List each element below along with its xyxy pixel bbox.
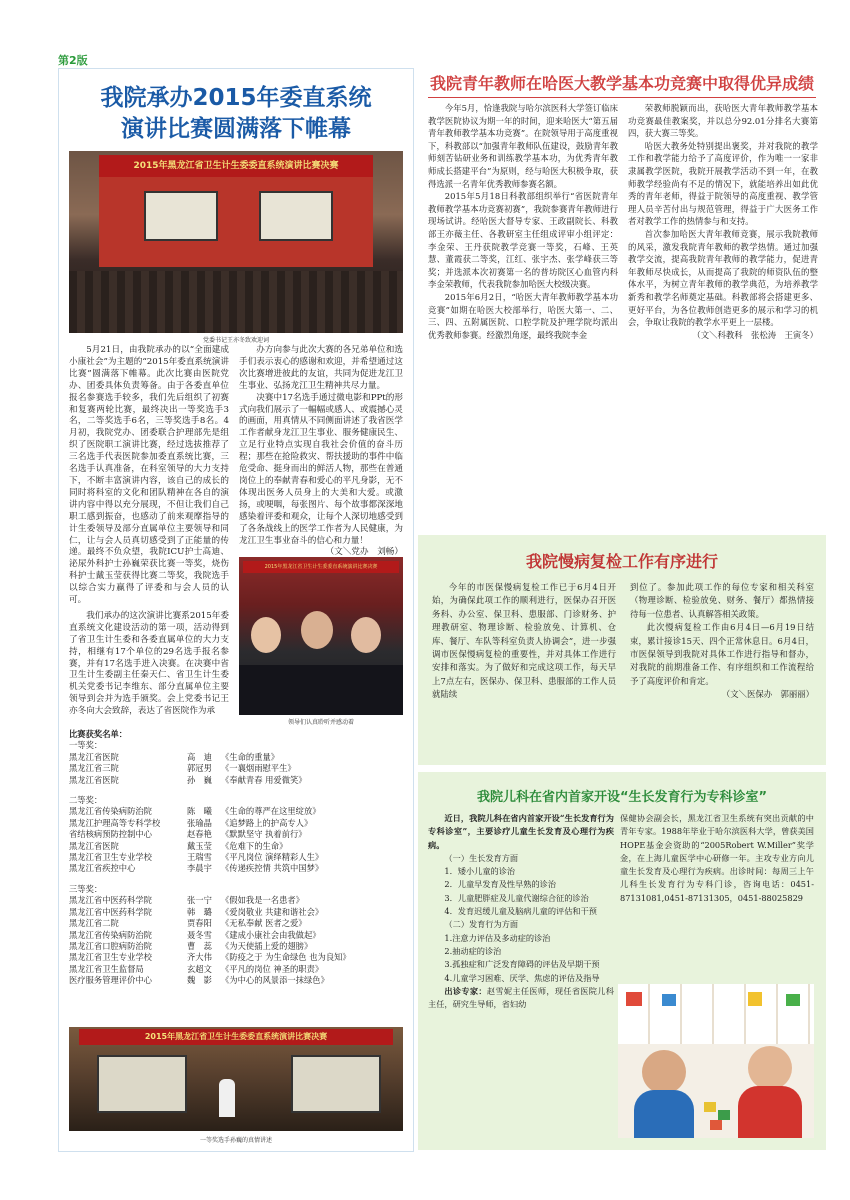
list-item: 2.抽动症的诊治 bbox=[444, 945, 502, 956]
award-row bbox=[69, 852, 405, 863]
award-unit: 医疗服务管理评价中心 bbox=[69, 975, 152, 986]
award-row bbox=[69, 763, 405, 774]
award-name: 曹 蕊 bbox=[187, 940, 212, 951]
award-row bbox=[69, 863, 405, 874]
award-unit: 黑龙江省卫生专业学校 bbox=[69, 952, 152, 963]
award-topic: 《平凡的岗位 神圣的职责》 bbox=[221, 963, 324, 974]
speaker-banner: 2015年黑龙江省卫生计生委委直系统演讲比赛决赛 bbox=[79, 1029, 393, 1045]
article-col2 bbox=[239, 345, 403, 559]
awards-first-label: 一等奖： bbox=[69, 740, 103, 751]
award-name: 韩 璐 bbox=[187, 906, 212, 917]
award-name: 赵春艳 bbox=[187, 829, 212, 840]
awards-second-label: 二等奖： bbox=[69, 795, 103, 806]
award-topic: 《生命的尊严在这里绽放》 bbox=[221, 806, 321, 817]
award-name: 张一宁 bbox=[187, 895, 212, 906]
left-article bbox=[58, 68, 414, 1152]
byline: （文＼医保办 郭丽丽） bbox=[721, 689, 814, 700]
paragraph: 办方向参与此次大赛的各兄弟单位和选手们表示衷心的感谢和欢迎，并希望通过这次比赛增进彼此的友谊，共同为促进龙江卫生事业、弘扬龙江卫生精神共尽力量。 bbox=[239, 345, 403, 391]
award-name: 戴玉莹 bbox=[187, 840, 212, 851]
pediatrics-title: 我院儿科在省内首家开设“生长发育行为专科诊室” bbox=[476, 790, 768, 805]
stage-photo bbox=[69, 151, 403, 333]
paragraph: 5月21日，由我院承办的以“全面建成小康社会”为主题的“2015年委直系统演讲比赛”圆满落下帷幕。此次比赛由医院党办、团委具体负责筹备。由于各委直单位报名参赛选手较多，我们先后组织了初赛和复赛两轮比赛，最终决出一等奖选手3名，二等奖选手6名，三等奖选手8名。4月初，我院党办、团委联合护理部先是组织了医院职工演讲比赛，经过选拔推荐了三名选手代表医院参加委直系统比赛，三名选手认真准备，在科室领导的大力支持下，不断丰富演讲内容，该自己的成长的同时将科室的文化和团队精神在各自的演讲内容中得以充分展现，不但让我们自己职工感到振奋，也感动了前来观摩指导的计生委领导及部分直属单位主要领导和同仁，让与会人员真切感受到了正能量的传递。最终不负众望，我院ICU护士高迪、泌尿外科护士孙巍荣获比赛一等奖，烧伤科护士戴玉莹获得比赛二等奖，我院选手以综合实力赢得了评委和与会人员的认可。 bbox=[69, 345, 229, 606]
byline: （文＼党办 刘畅） bbox=[325, 547, 403, 558]
award-topic: 《为天使插上爱的翅膀》 bbox=[221, 940, 313, 951]
award-topic: 《无私奉献 医者之爱》 bbox=[221, 918, 307, 929]
teaching-col2 bbox=[628, 102, 818, 341]
award-name: 郭冠男 bbox=[187, 763, 212, 774]
list-item: 1.注意力评估及多动症的诊治 bbox=[444, 932, 551, 943]
award-name: 李晨宇 bbox=[187, 863, 212, 874]
list-item: 2．儿童早发育及性早熟的诊治 bbox=[444, 879, 557, 890]
photo-caption-3: 一等奖选手孙巍的真情讲述 bbox=[199, 1137, 272, 1144]
award-row bbox=[69, 806, 405, 817]
article-title-line1: 我院承办2015年委直系统 bbox=[100, 85, 372, 111]
award-topic: 《防疫之于 为生命绿色 也为良知》 bbox=[221, 952, 351, 963]
paragraph: 决赛中17名选手通过微电影和PPt的形式向我们展示了一幅幅或感人、或震撼心灵的画面，用真情从不同侧面讲述了我省医学工作者献身龙江卫生事业、服务健康民生、立足行业特点实现自我社会价值的奋斗历程；那些在抢险救灾、帮扶援助的事件中临危受命、挺身而出的鲜活人物，那些在普通岗位上的奉献青春和爱心的平凡身影，无不体现出医务人员身上的大美和大爱。或激扬，或哽咽，每张图片、每个故事都深深地感染着评委和观众，让每个人深切地感受到了各条战线上的医学工作者为人民健康，为龙江卫生事业奋斗的信心和力量！ bbox=[239, 392, 403, 546]
award-unit: 黑龙江省医院 bbox=[69, 751, 119, 762]
photo-caption-1: 党委书记王亦冬致欢迎词 bbox=[202, 337, 269, 344]
award-name: 王瑞雪 bbox=[187, 852, 212, 863]
award-row bbox=[69, 952, 405, 963]
award-topic: 《为中心的风景添一抹绿色》 bbox=[221, 975, 329, 986]
paragraph: 我们承办的这次演讲比赛系2015年委直系统文化建设活动的第一项，活动得到了省卫生计生委和各委直属单位的大力支持，相继有17个单位的29名选手报名参赛，并有17名选手进入决赛。在决赛中省卫生计生委副主任秦天仁、省卫生计生委机关党委书记李维东、部分直属单位主要领导到会并为选手颁奖。会上党委书记王亦冬向大会致辞，表达了省医院作为承 bbox=[69, 610, 229, 717]
list-item: 3.孤独症和广泛发育障碍的评估及早期干预 bbox=[444, 959, 600, 970]
award-topic: 《爱岗敬业 共建和谐社会》 bbox=[221, 906, 324, 917]
award-row bbox=[69, 818, 405, 829]
pediatrics-col1 bbox=[428, 812, 614, 1011]
paragraph: 首次参加哈医大青年教师竞赛，展示我院教师的风采，激发我院青年教师的教学热情。通过加强教学交流，提高我院青年教师的教学能力，促进青年教师尽快成长，从而提高了我院的师资队伍的整体水平，为树立青年教师的教学典范，为培养教学新秀和教学名师奠定基础。科教部将会搭建更多、更好平台，为各位教师创造更多的展示和学习的机会，争取让我院的教学水平更上一层楼。 bbox=[628, 228, 818, 328]
article-title-line2: 演讲比赛圆满落下帷幕 bbox=[121, 116, 351, 142]
teaching-title: 我院青年教师在哈医大教学基本功竞赛中取得优异成绩 bbox=[429, 74, 814, 93]
award-unit: 黑龙江省三院 bbox=[69, 763, 119, 774]
award-row bbox=[69, 895, 405, 906]
award-topic: 《平凡岗位 演绎精彩人生》 bbox=[221, 852, 324, 863]
award-unit: 黑龙江省传染病防治院 bbox=[69, 806, 152, 817]
list-item: （一）生长发育方面 bbox=[444, 852, 519, 863]
page-label: 第2版 bbox=[58, 54, 88, 67]
audience-banner: 2015年黑龙江省卫生计生委委直系统演讲比赛决赛 bbox=[243, 561, 399, 573]
chronic-col1 bbox=[432, 581, 616, 702]
award-topic: 《传递疾控情 共筑中国梦》 bbox=[221, 863, 324, 874]
award-topic: 《奉献青春 用爱微笑》 bbox=[221, 774, 307, 785]
award-topic: 《一襄烟雨慰平生》 bbox=[221, 763, 296, 774]
list-item: 3．儿童肥胖症及儿童代谢综合征的诊治 bbox=[444, 892, 589, 903]
award-row bbox=[69, 964, 405, 975]
teaching-col1 bbox=[428, 102, 618, 341]
award-name: 陈 曦 bbox=[187, 806, 212, 817]
paragraph: 哈医大教务处特别提出褒奖，并对我院的教学工作和教学能力给予了高度评价，作为唯一一家非隶属教学医院，我院开展教学活动不到一年，在教师教学经验尚有不足的情况下，就能培养出如此优秀的青年老师，得益于院领导的高度重视、教学管理人员辛苦付出与规范管理，得益于广大医务工作者对教学工作的热情参与和支持。 bbox=[628, 140, 818, 227]
award-row bbox=[69, 752, 405, 763]
award-row bbox=[69, 829, 405, 840]
pediatrics-article bbox=[418, 772, 826, 1150]
award-topic: 《默默坚守 执着前行》 bbox=[221, 829, 307, 840]
chronic-disease-article bbox=[418, 535, 826, 765]
awards-third-label: 三等奖： bbox=[69, 883, 103, 894]
award-unit: 黑龙江省中医药科学院 bbox=[69, 906, 152, 917]
award-name: 魏 影 bbox=[187, 975, 212, 986]
award-row bbox=[69, 841, 405, 852]
award-topic: 《生命的重量》 bbox=[221, 751, 280, 762]
paragraph: 到位了。参加此项工作的每位专家和相关科室（物理诊断、检验放免、财务、餐厅）都热情接待每一位患者、认真解答相关政策。 bbox=[630, 582, 814, 619]
expert-text: 赵雪妮主任医师，现任省医院儿科主任，研究生导师，省妇幼 bbox=[428, 985, 614, 1010]
award-name: 贾春阳 bbox=[187, 918, 212, 929]
award-topic: 《追梦路上的护高专人》 bbox=[221, 817, 313, 828]
award-name: 齐大伟 bbox=[187, 952, 212, 963]
awards-list bbox=[69, 729, 405, 987]
byline: （文＼科教科 张松涛 王寅冬） bbox=[692, 329, 818, 340]
award-name: 孙 巍 bbox=[187, 774, 212, 785]
paragraph: 今年的市医保慢病复检工作已于6月4日开始，为确保此项工作的顺利进行，医保办召开医务科、办公室、保卫科、患服部、门诊财务、护理教研室、物理诊断、检验放免、计算机、仓库、餐厅、车队等科室负责人协调会”，进一步强调市医保慢病复检的重要性，并对具体工作进行安排和落实。为了做好和完成这项工作，每天早上7点左右，医保办、保卫科、患服部的工作人员就陆续 bbox=[432, 582, 616, 700]
award-topic: 《危难下的生命》 bbox=[221, 840, 288, 851]
award-unit: 黑龙江省卫生专业学校 bbox=[69, 852, 152, 863]
award-unit: 省结核病预防控制中心 bbox=[69, 829, 152, 840]
audience-photo bbox=[239, 557, 403, 715]
award-name: 高 迪 bbox=[187, 751, 212, 762]
paragraph: 今年5月，恰逢我院与哈尔滨医科大学签订临床教学医院协议为期一年的时间，迎来哈医大“第五届青年教师教学基本功竞赛”。在院领导用于高度重视下，科教部以“加强青年教师队伍建设，鼓励青年教师刻苦钻研业务和训练教学基本功，为优秀青年教师成长搭建平台”为原则，经与哈医大积极争取，获得选派一名青年优秀教师参赛名额。 bbox=[428, 103, 618, 189]
award-unit: 黑龙江省卫生监督局 bbox=[69, 963, 144, 974]
award-unit: 黑龙江省疾控中心 bbox=[69, 863, 136, 874]
award-row bbox=[69, 775, 405, 786]
paragraph: 2015年6月2日，“哈医大青年教师教学基本功竞赛”如期在哈医大校部举行，哈医大第一、二、三、四、五附属医院、口腔学院及护理学院均派出优秀教师参赛。经激烈角逐，最终我院李金 bbox=[428, 291, 618, 340]
award-topic: 《假如我是一名患者》 bbox=[221, 895, 304, 906]
paragraph: 此次慢病复检工作由6月4日—6月19日结束，累计接诊15天、四个正常休息日。6月4日，市医保领导到我院对具体工作进行指导和督办，对我院的前期准备工作、有序组织和工作流程给予了高度评价和肯定。 bbox=[630, 622, 814, 686]
award-row bbox=[69, 918, 405, 929]
award-unit: 黑龙江省二院 bbox=[69, 918, 119, 929]
award-name: 张瑜晶 bbox=[187, 817, 212, 828]
list-item: 1．矮小儿童的诊治 bbox=[444, 866, 516, 877]
award-unit: 黑龙江省医院 bbox=[69, 774, 119, 785]
award-unit: 黑龙江省传染病防治院 bbox=[69, 929, 152, 940]
pediatrics-col2 bbox=[620, 812, 814, 905]
list-item: 4．发育迟缓儿童及脑病儿童的评估和干预 bbox=[444, 906, 597, 917]
award-unit: 黑龙江省中医药科学院 bbox=[69, 895, 152, 906]
expert-label: 出诊专家： bbox=[444, 985, 487, 996]
kids-photo bbox=[618, 984, 814, 1138]
award-name: 玄超文 bbox=[187, 963, 212, 974]
paragraph: 荣教师脱颖而出，获哈医大青年教师教学基本功竞赛最佳教案奖，并以总分92.01分排名大赛第四，获大赛三等奖。 bbox=[628, 103, 818, 139]
award-unit: 黑龙江省医院 bbox=[69, 840, 119, 851]
paragraph: 保健协会副会长，黑龙江省卫生系统有突出贡献的中青年专家。1988年毕业于哈尔滨医科大学，曾获美国HOPE基金会资助的“2005Robert W.Miller”奖学金，在上海儿童医学中心研修一年。主攻专业方向儿童生长发育及心理行为疾病。出诊时间：每周三上午儿科生长发育行为专科门诊，咨询电话：0451-87131081,0451-87131305，0451-88025829 bbox=[620, 813, 814, 903]
award-name: 聂冬雪 bbox=[187, 929, 212, 940]
chronic-title: 我院慢病复检工作有序进行 bbox=[525, 552, 718, 571]
list-item: （二）发育行为方面 bbox=[444, 919, 519, 930]
award-topic: 《建成小康社会由我做起》 bbox=[221, 929, 321, 940]
stage-banner: 2015年黑龙江省卫生计生委委直系统演讲比赛决赛 bbox=[99, 155, 373, 177]
award-row bbox=[69, 930, 405, 941]
photo-caption-2: 领导们认真聆听并感动着 bbox=[287, 719, 354, 726]
speaker-photo bbox=[69, 1027, 403, 1131]
award-row bbox=[69, 941, 405, 952]
award-row bbox=[69, 975, 405, 986]
list-item: 4.儿童学习困难、厌学、焦虑的评估及指导 bbox=[444, 972, 600, 983]
chronic-col2 bbox=[630, 581, 814, 702]
article-col1 bbox=[69, 345, 229, 718]
teaching-article bbox=[418, 68, 826, 528]
paragraph: 2015年5月18日科教部组织举行“省医院青年教师教学基本功竞赛初赛”，我院参赛青年教师进行现场试讲。经哈医大督导专家、王政副院长、科教部王亦薇主任、各教研室主任组成评审小组评定：李金荣、王丹获院教学竞赛一等奖，石峰、王英慧、董霞获二等奖，江红、张宇杰、张学峰获三等奖；并选派本次初赛第一名的普坊院区心血管内科李金荣教师，代表我院参加哈医大校级决赛。 bbox=[428, 191, 618, 290]
awards-heading: 比赛获奖名单： bbox=[69, 729, 128, 739]
award-row bbox=[69, 907, 405, 918]
award-unit: 黑龙江护理高等专科学校 bbox=[69, 817, 161, 828]
award-unit: 黑龙江省口腔病防治院 bbox=[69, 940, 152, 951]
lead-paragraph: 近日，我院儿科在省内首家开设“生长发育行为专科诊室”，主要诊疗儿童生长发育及心理行为疾病。 bbox=[428, 813, 614, 850]
